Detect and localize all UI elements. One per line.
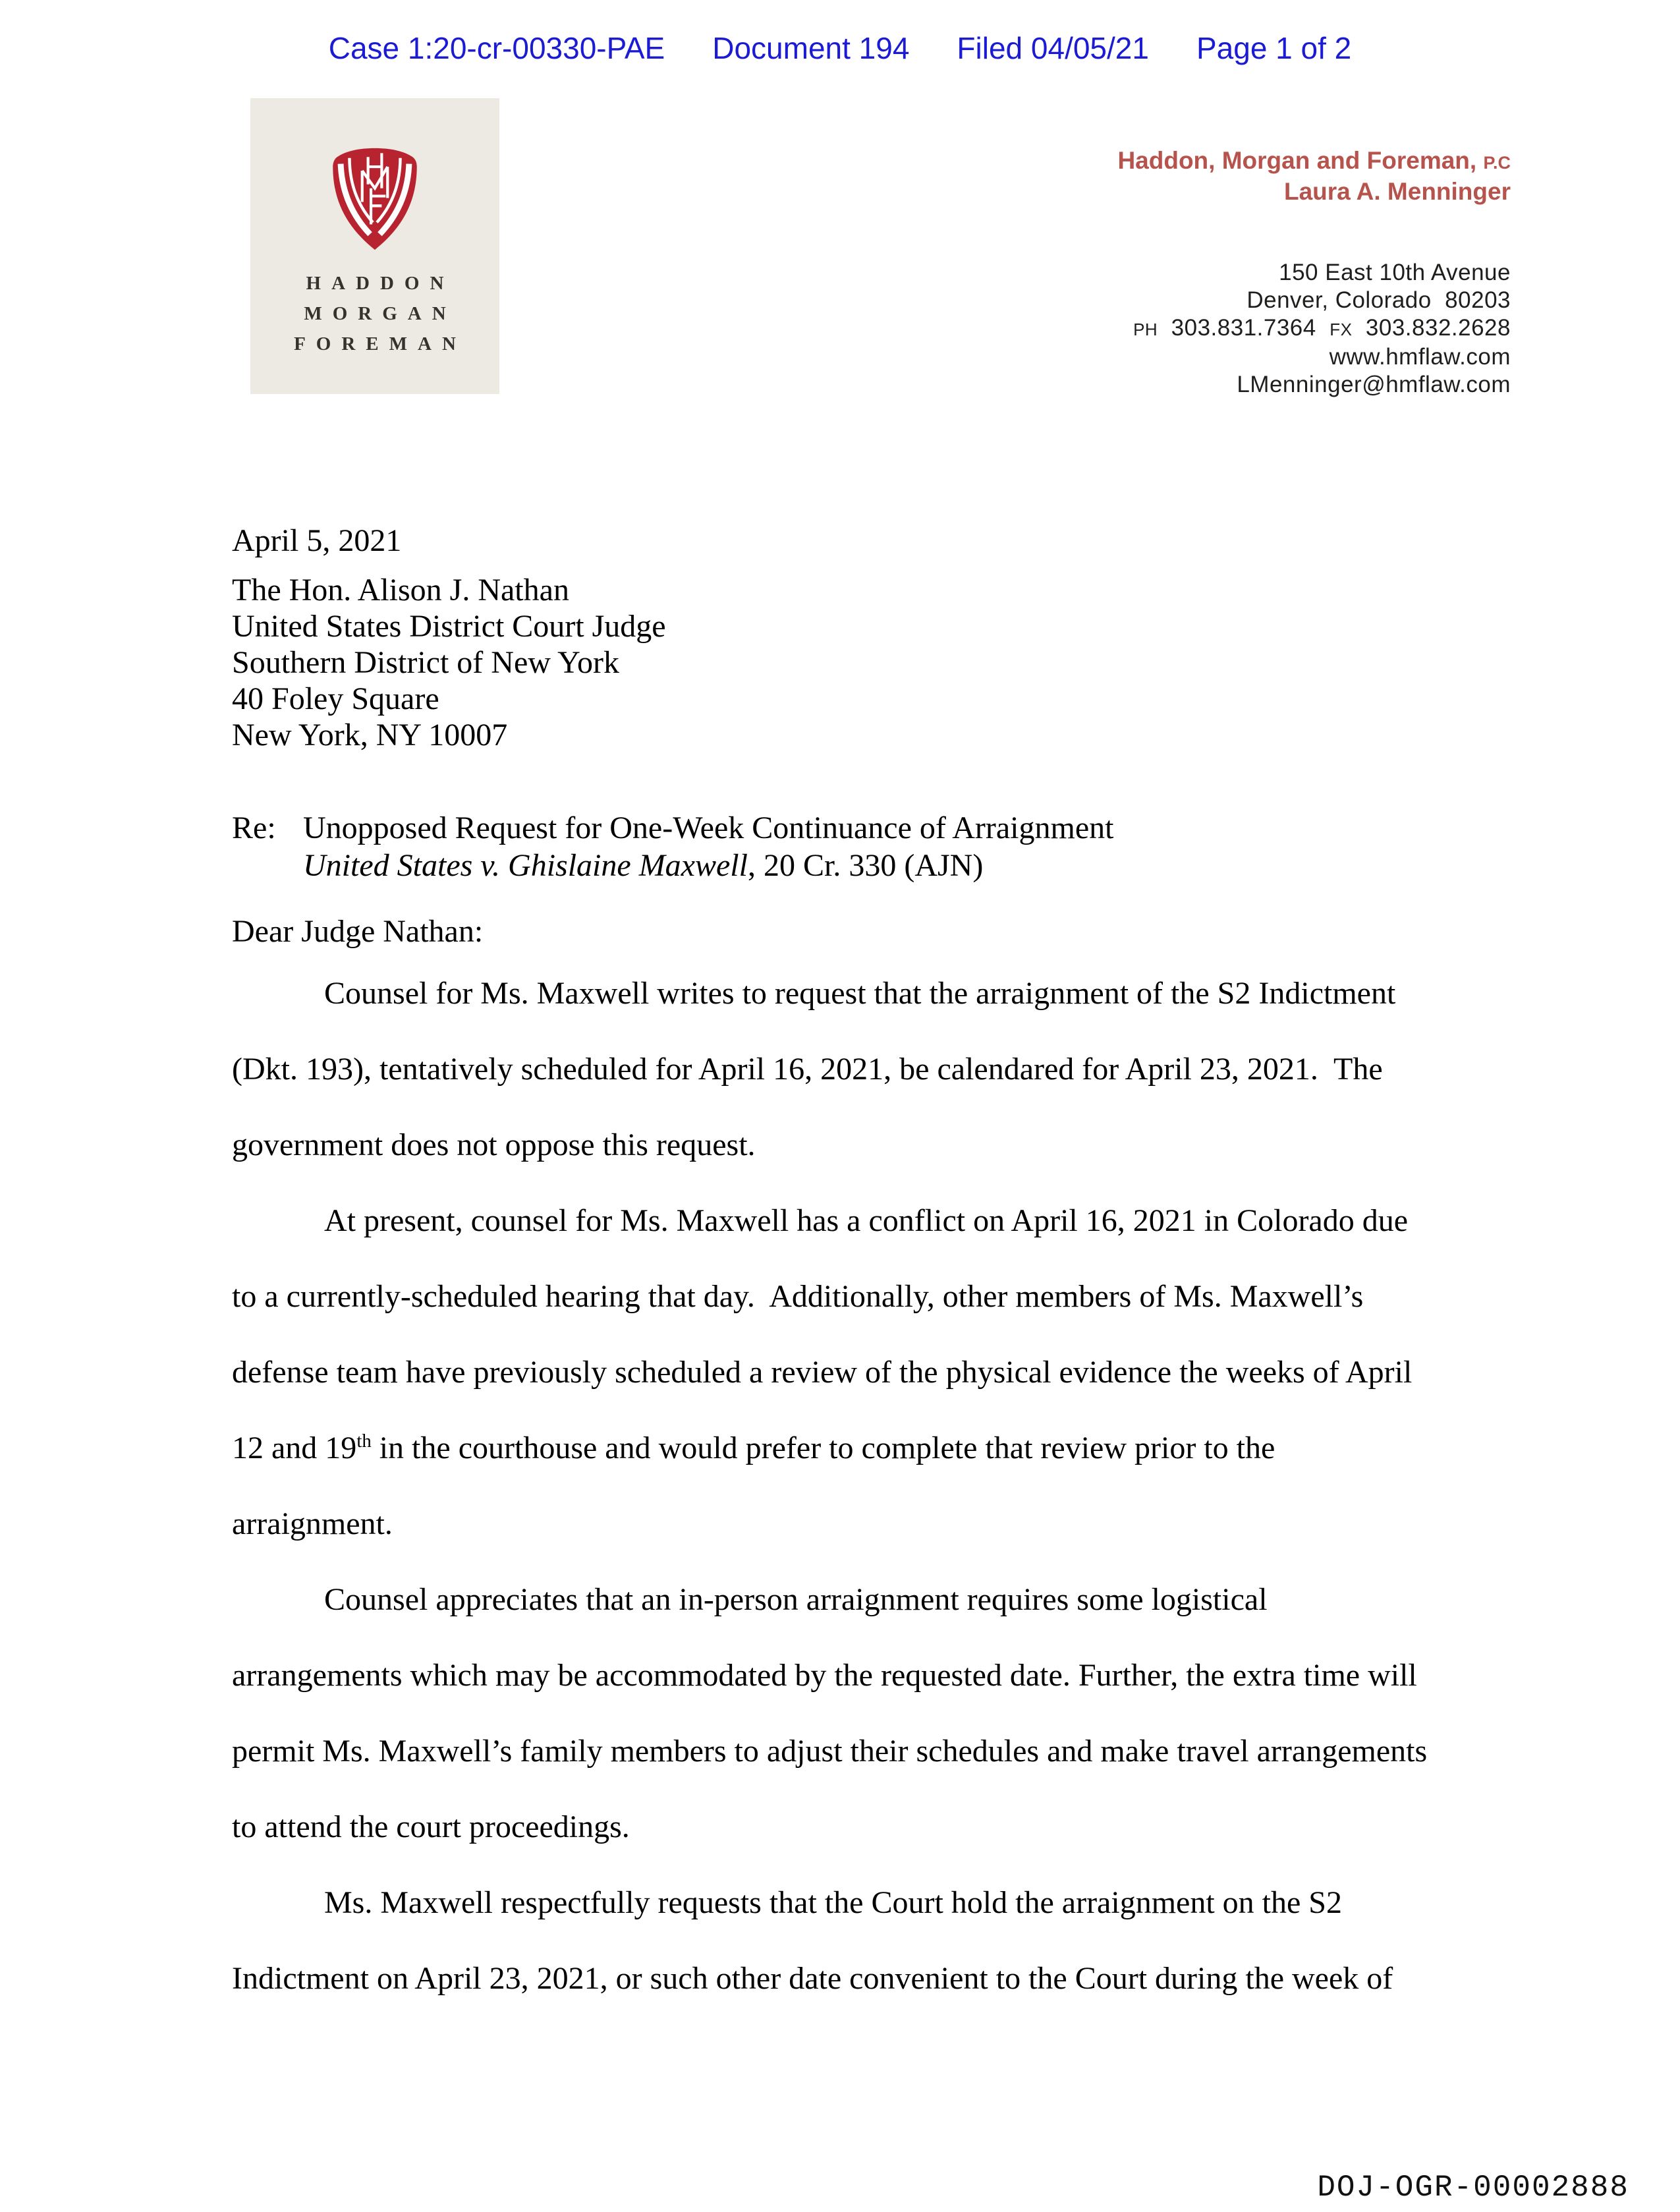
logo-wordmark <box>250 268 499 359</box>
recipient-line: Southern District of New York <box>232 645 619 680</box>
body-line: to a currently-scheduled hearing that day. Additionally, other members of Ms. Maxwell’s <box>232 1279 1364 1314</box>
stamp-filed-date: Filed 04/05/21 <box>957 31 1149 65</box>
paragraph <box>232 1183 1427 1562</box>
paragraph <box>232 1562 1427 1865</box>
stamp-document-number: Document 194 <box>712 31 910 65</box>
address-line-2: Denver, Colorado 80203 <box>1246 287 1511 313</box>
body-line: government does not oppose this request. <box>232 1127 756 1162</box>
recipient-line: 40 Foley Square <box>232 681 439 716</box>
body-line: Ms. Maxwell respectfully requests that the Court hold the arraignment on the S2 <box>324 1885 1342 1920</box>
phone-fax-line <box>1117 314 1511 343</box>
attorney-name: Laura A. Menninger <box>1283 178 1511 205</box>
body-line: 12 and 19th in the courthouse and would prefer to complete that review prior to the <box>232 1431 1275 1465</box>
bates-number: DOJ-OGR-00002888 <box>1317 2170 1629 2205</box>
body-line: Counsel for Ms. Maxwell writes to request that the arraignment of the S2 Indictment <box>324 976 1396 1011</box>
recipient-block <box>232 572 666 753</box>
body-line: arrangements which may be accommodated by the requested date. Further, the extra time will <box>232 1658 1417 1693</box>
phone-label: PH <box>1133 320 1158 339</box>
body-line: permit Ms. Maxwell’s family members to adjust their schedules and make travel arrangements <box>232 1734 1428 1769</box>
letter-body <box>232 955 1427 2016</box>
stamp-page-number: Page 1 of 2 <box>1196 31 1352 65</box>
firm-name-main: Haddon, Morgan and Foreman, <box>1117 147 1477 174</box>
logo-word-haddon: HADDON <box>306 273 455 294</box>
recipient-line: The Hon. Alison J. Nathan <box>232 573 569 608</box>
case-caption: United States v. Ghislaine Maxwell <box>303 848 748 883</box>
paragraph <box>232 1865 1427 2016</box>
fax-number: 303.832.2628 <box>1365 315 1511 341</box>
ecf-stamp <box>0 30 1680 66</box>
firm-address-block <box>1117 259 1511 399</box>
recipient-line: New York, NY 10007 <box>232 718 508 752</box>
letterhead-contact <box>1117 146 1511 399</box>
re-subject-line <box>232 809 1113 847</box>
salutation: Dear Judge Nathan: <box>232 914 484 949</box>
body-line: to attend the court proceedings. <box>232 1809 630 1844</box>
logo-word-morgan: MORGAN <box>304 303 457 324</box>
re-block <box>232 809 1113 884</box>
body-line: At present, counsel for Ms. Maxwell has a conflict on April 16, 2021 in Colorado due <box>324 1203 1409 1238</box>
re-subject: Unopposed Request for One-Week Continuance of Arraignment <box>303 810 1114 845</box>
email: LMenninger@hmflaw.com <box>1237 372 1511 397</box>
address-line-1: 150 East 10th Avenue <box>1279 260 1511 285</box>
body-line: arraignment. <box>232 1506 393 1541</box>
firm-name <box>1117 146 1511 177</box>
letter-date: April 5, 2021 <box>232 523 402 558</box>
body-line: defense team have previously scheduled a review of the physical evidence the weeks of April <box>232 1355 1413 1390</box>
stamp-case-number: Case 1:20-cr-00330-PAE <box>328 31 665 65</box>
hmf-shield-icon <box>320 144 430 254</box>
recipient-line: United States District Court Judge <box>232 609 666 644</box>
superscript: th <box>356 1431 372 1452</box>
phone-number: 303.831.7364 <box>1171 315 1316 341</box>
body-line: Counsel appreciates that an in-person arraignment requires some logistical <box>324 1582 1268 1617</box>
paragraph <box>232 955 1427 1183</box>
re-label: Re: <box>232 810 276 845</box>
case-number: , 20 Cr. 330 (AJN) <box>747 848 984 883</box>
re-case-line <box>232 847 1113 884</box>
body-line: Indictment on April 23, 2021, or such other date convenient to the Court during the week of <box>232 1961 1393 1996</box>
fax-label: FX <box>1330 320 1353 339</box>
logo-word-foreman: FOREMAN <box>294 333 466 354</box>
website: www.hmflaw.com <box>1329 344 1511 370</box>
body-line: (Dkt. 193), tentatively scheduled for April 16, 2021, be calendared for April 23, 2021. The <box>232 1052 1383 1087</box>
firm-name-suffix: P.C <box>1483 153 1511 173</box>
firm-logo <box>250 98 499 394</box>
